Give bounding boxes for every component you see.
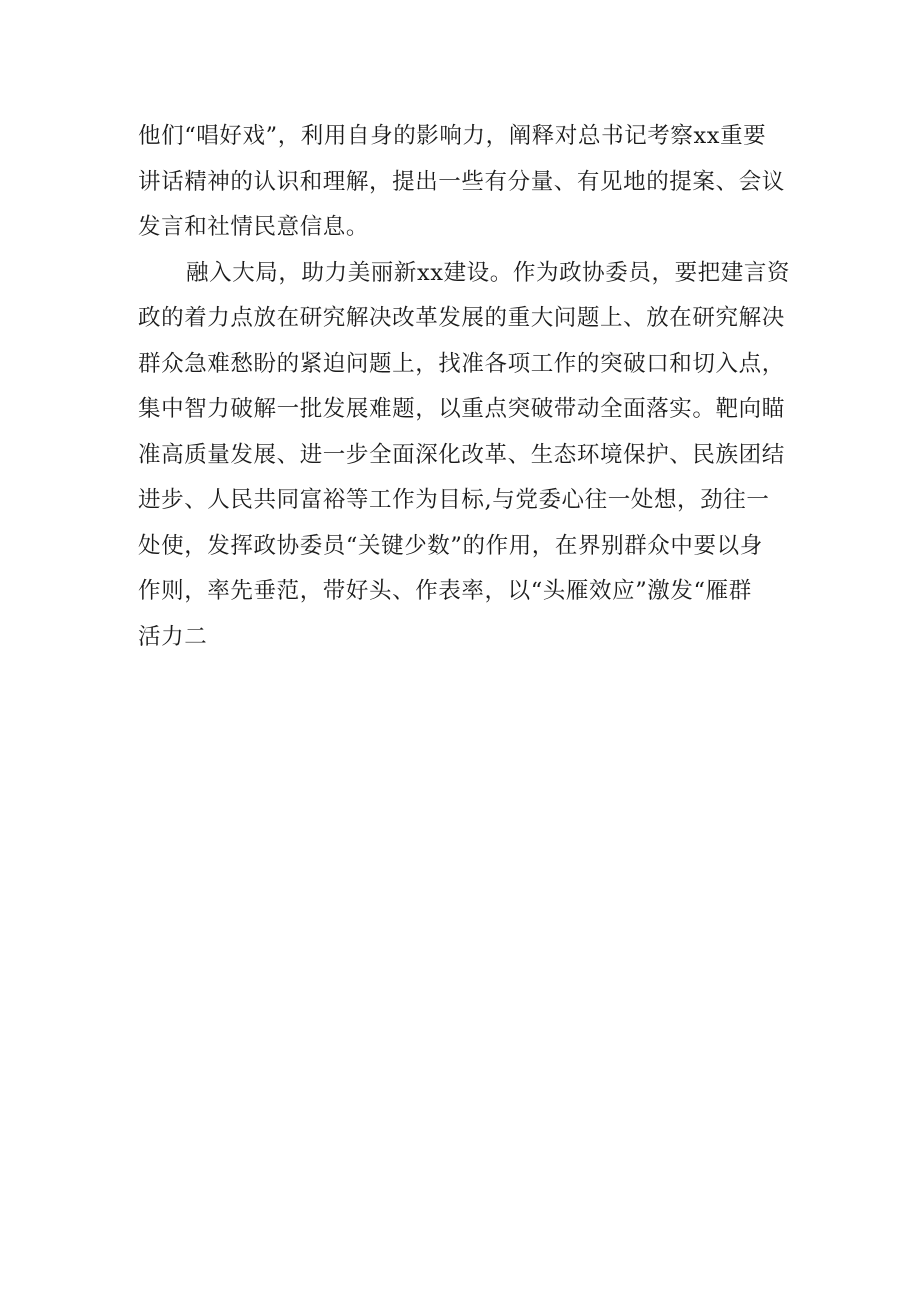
text-line: 活力二	[138, 623, 208, 650]
text-line: 融入大局，助力美丽新xx建设。作为政协委员，要把建言资	[186, 259, 791, 286]
paragraph-1	[138, 114, 784, 251]
text-line: 讲话精神的认识和理解，提出一些有分量、有见地的提案、会议	[138, 168, 785, 195]
text-line: 发言和社情民意信息。	[138, 214, 370, 240]
text-line: 群众急难愁盼的紧迫问题上，找准各项工作的突破口和切入点，	[138, 350, 785, 377]
text-line: 准高质量发展、进一步全面深化改革、生态环境保护、民族团结	[138, 441, 785, 468]
text-line: 作则，率先垂范，带好头、作表率，以“头雁效应”激发“雁群	[138, 578, 752, 604]
text-line: 进步、人民共同富裕等工作为目标,与党委心往一处想，劲往一	[138, 487, 770, 513]
text-line: 他们“唱好戏”，利用自身的影响力，阐释对总书记考察xx重要	[138, 123, 767, 149]
text-line: 处使，发挥政协委员“关键少数”的作用，在界别群众中要以身	[138, 532, 763, 559]
text-line: 政的着力点放在研究解决改革发展的重大问题上、放在研究解决	[138, 305, 785, 331]
text-line: 集中智力破解一批发展难题，以重点突破带动全面落实。靶向瞄	[138, 396, 785, 422]
paragraph-2	[138, 251, 791, 661]
document-body	[138, 114, 791, 660]
